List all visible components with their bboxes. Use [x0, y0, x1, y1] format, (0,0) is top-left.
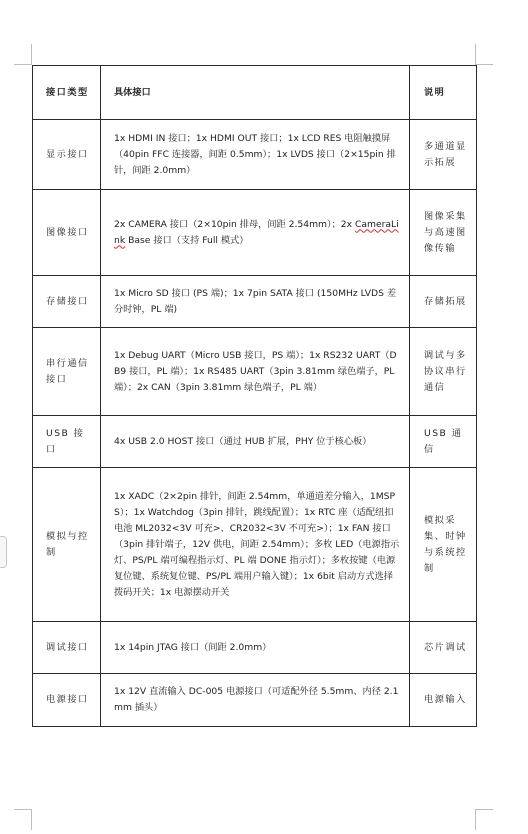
side-panel-handle[interactable] [0, 536, 7, 568]
header-description: 说明 [410, 66, 477, 120]
row-type: 电源接口 [33, 674, 101, 727]
table-row [33, 674, 477, 727]
crop-mark [31, 44, 32, 64]
row-detail: 1x Micro SD 接口 (PS 端)；1x 7pin SATA 接口 (150MHz LVDS 差分时钟，PL 端) [101, 276, 410, 328]
row-type: 串行通信接口 [33, 328, 101, 416]
table-header-row [33, 66, 477, 120]
row-note: USB 通信 [410, 416, 477, 468]
row-note: 调试与多协议串行通信 [410, 328, 477, 416]
row-type: 存储接口 [33, 276, 101, 328]
table-row [33, 416, 477, 468]
spellcheck-word: CameraLink [114, 218, 399, 246]
row-type: USB 接口 [33, 416, 101, 468]
row-type: 显示接口 [33, 120, 101, 190]
crop-mark [31, 810, 32, 830]
row-detail: 1x 12V 直流输入 DC-005 电源接口（可适配外径 5.5mm、内径 2.1mm 插头） [101, 674, 410, 727]
table-row [33, 622, 477, 674]
crop-mark [14, 809, 32, 810]
row-detail [101, 190, 410, 276]
row-detail: 1x HDMI IN 接口；1x HDMI OUT 接口；1x LCD RES 电阻触摸屏（40pin FFC 连接器，间距 0.5mm）；1x LVDS 接口（2×15pin 排针，间距 2.0mm） [101, 120, 410, 190]
crop-mark [475, 810, 476, 830]
row-note: 多通道显示拓展 [410, 120, 477, 190]
table-row [33, 190, 477, 276]
detail-text: 2x CAMERA 接口（2×10pin 排母，间距 2.54mm）；2x [114, 218, 355, 230]
table-row [33, 328, 477, 416]
header-interface-type: 接口类型 [33, 66, 101, 120]
row-detail: 1x 14pin JTAG 接口（间距 2.0mm） [101, 622, 410, 674]
row-note: 模拟采集、时钟与系统控制 [410, 468, 477, 622]
crop-mark [475, 44, 476, 64]
row-note: 图像采集与高速图像传输 [410, 190, 477, 276]
crop-mark [475, 64, 493, 65]
interface-spec-table [32, 65, 477, 727]
row-detail: 1x Debug UART（Micro USB 接口，PS 端）；1x RS232 UART（DB9 接口，PL 端）；1x RS485 UART（3pin 3.81mm 绿色端子，PL 端）；2x CAN（3pin 3.81mm 绿色端子，PL 端） [101, 328, 410, 416]
row-type: 模拟与控制 [33, 468, 101, 622]
detail-text: Base 接口（支持 Full 模式） [125, 234, 249, 246]
crop-mark [475, 809, 493, 810]
row-note: 芯片调试 [410, 622, 477, 674]
table-row [33, 276, 477, 328]
row-detail: 1x XADC（2×2pin 排针，间距 2.54mm，单通道差分输入，1MSPS）；1x Watchdog（3pin 排针，跳线配置）；1x RTC 座（适配纽扣电池 ML2032<3V 可充>、CR2032<3V 不可充>）；1x FAN 接口（3pin 排针端子，12V 供电，间距 2.54mm）；多枚 LED（电源指示灯、PS/PL 端可编程指示灯、PL 端 DONE 指示灯）；多枚按键（电源复位键、系统复位键、PS/PL 端用户输入键）；1x 6bit 启动方式选择拨码开关；1x 电源摆动开关 [101, 468, 410, 622]
table-row [33, 468, 477, 622]
row-note: 存储拓展 [410, 276, 477, 328]
row-type: 图像接口 [33, 190, 101, 276]
row-type: 调试接口 [33, 622, 101, 674]
row-note: 电源输入 [410, 674, 477, 727]
header-specific-interface: 具体接口 [101, 66, 410, 120]
row-detail: 4x USB 2.0 HOST 接口（通过 HUB 扩展，PHY 位于核心板） [101, 416, 410, 468]
crop-mark [14, 64, 32, 65]
table-row [33, 120, 477, 190]
